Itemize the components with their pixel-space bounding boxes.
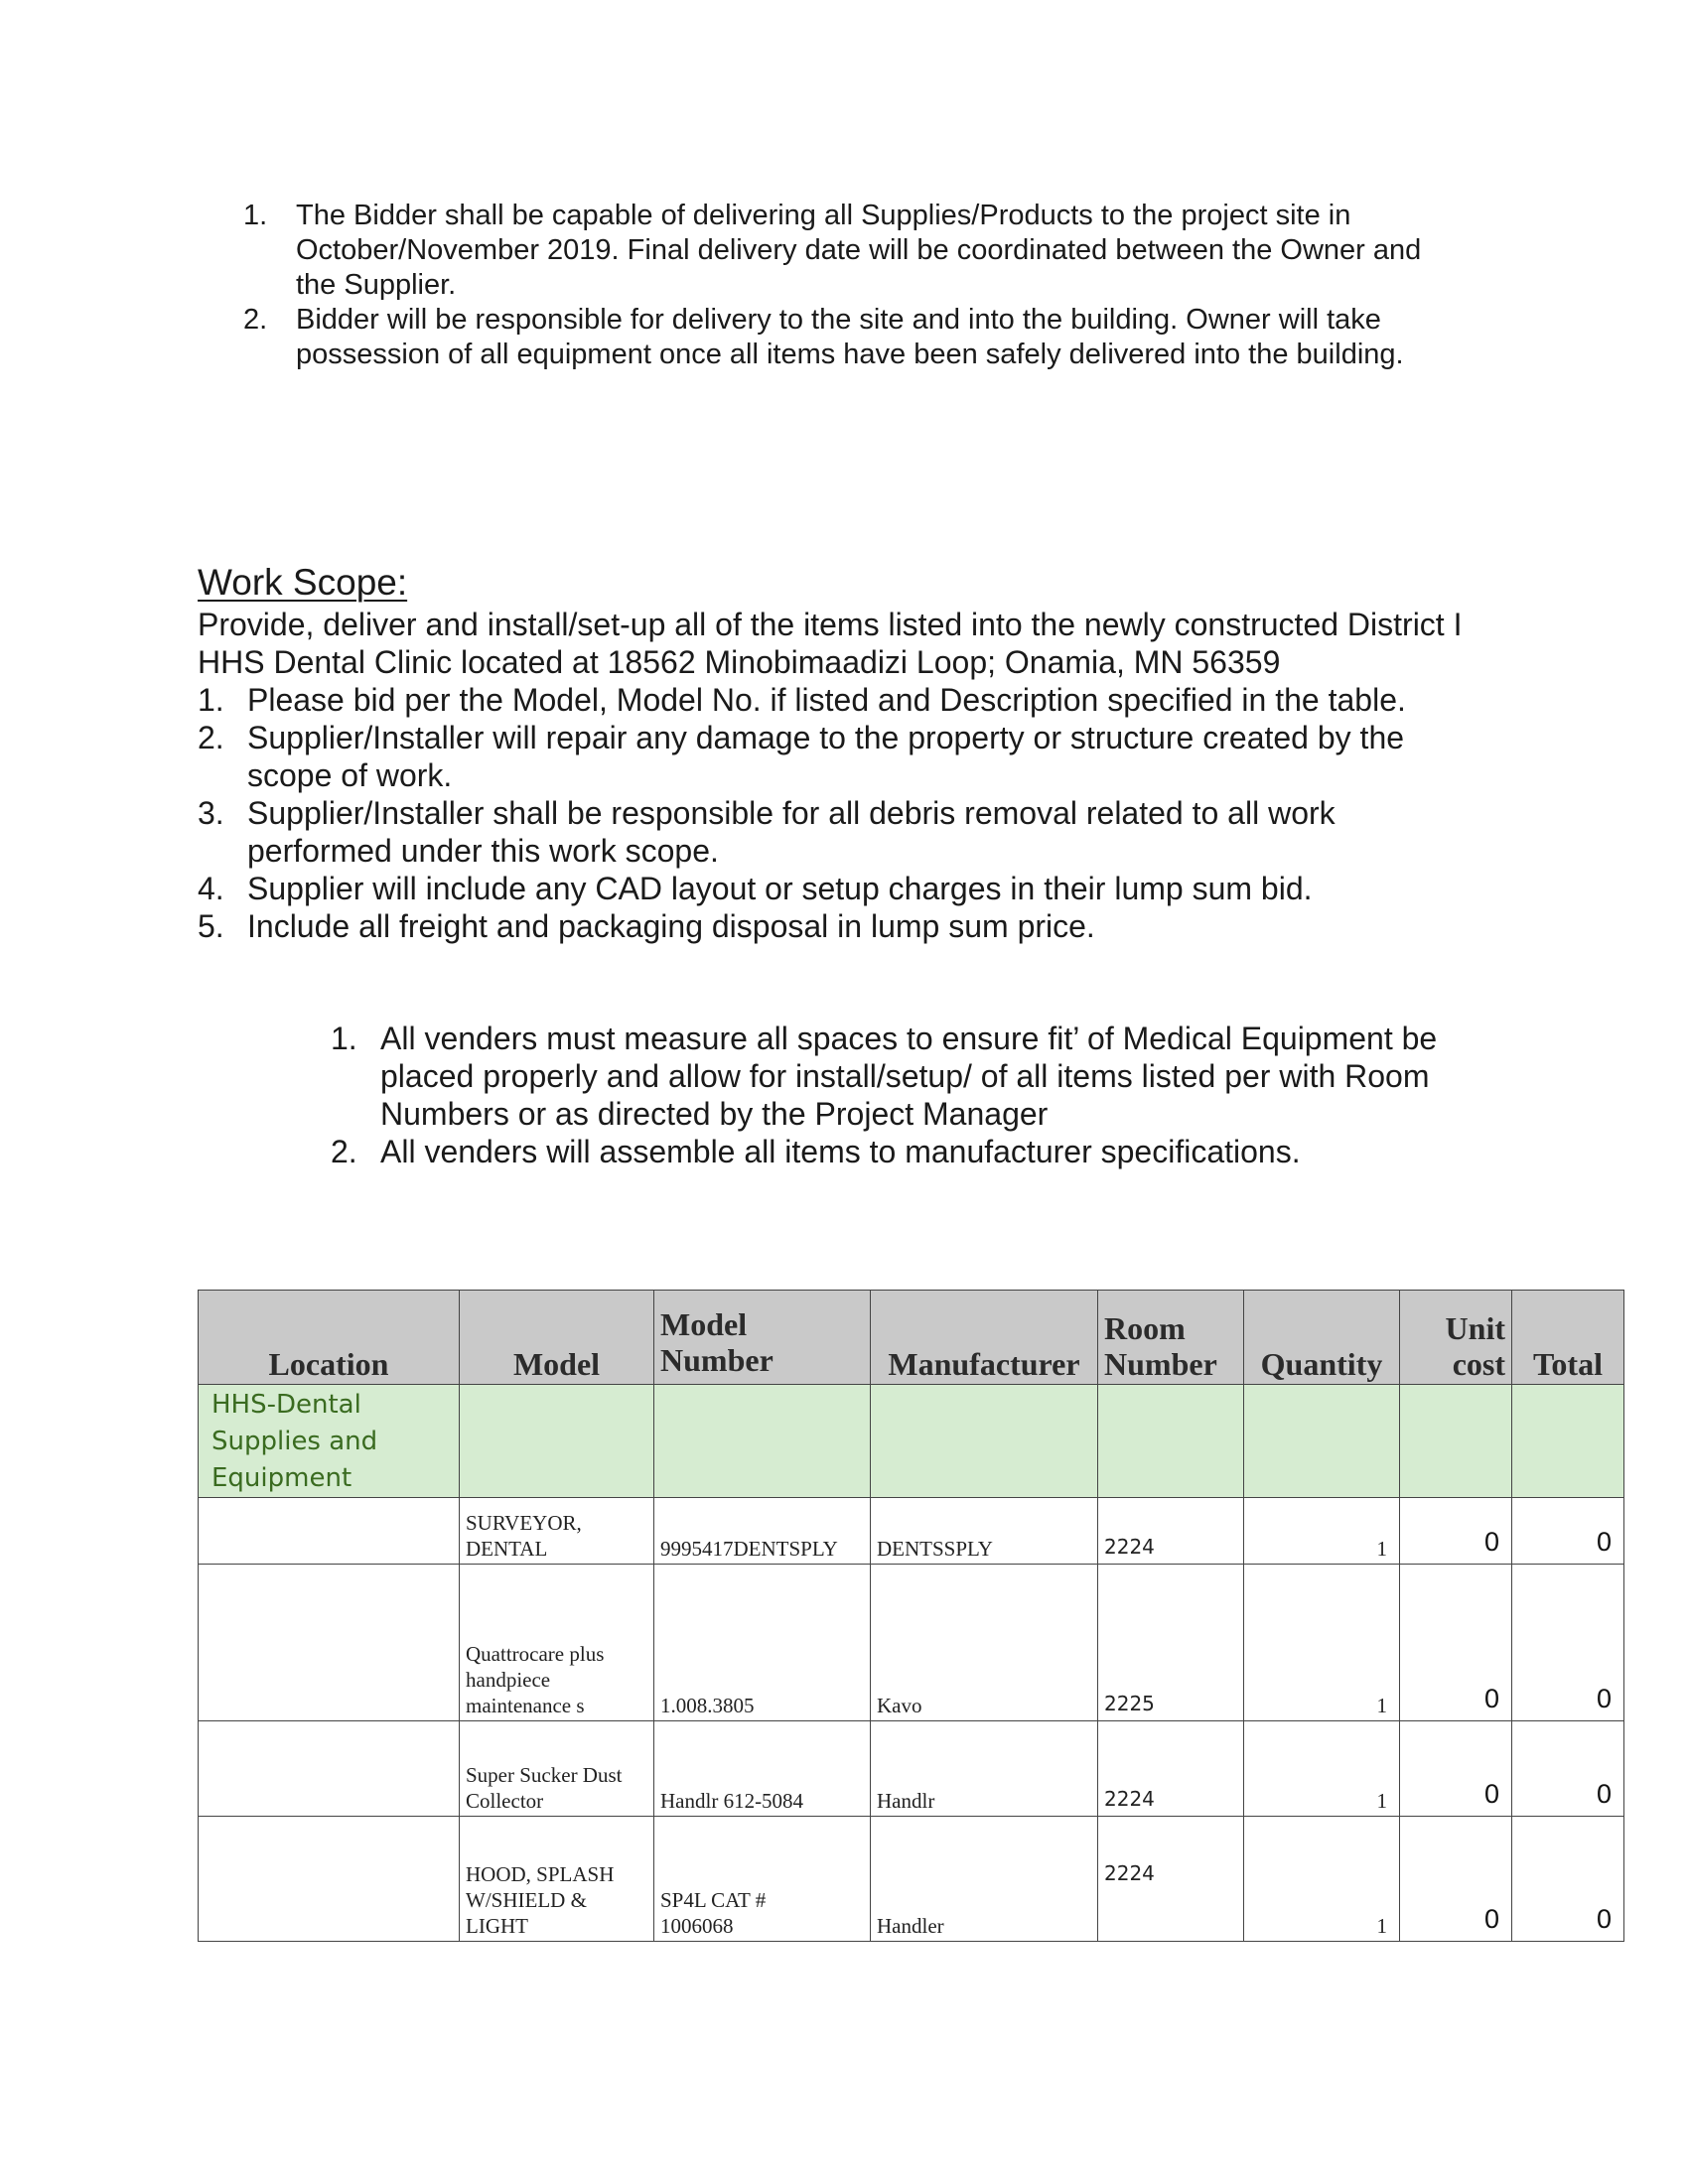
model-cell: [460, 1817, 654, 1942]
manufacturer-cell: Kavo: [871, 1565, 1098, 1721]
cell-line: LIGHT: [466, 1914, 528, 1938]
empty-cell: [1098, 1385, 1244, 1498]
cell-line: Handlr 612-5084: [660, 1789, 804, 1813]
model-cell: [460, 1565, 654, 1721]
column-header-model-number: [654, 1291, 871, 1385]
list-item: [331, 1020, 1482, 1133]
cell-line: handpiece: [466, 1668, 551, 1692]
total-cell: 0: [1512, 1565, 1624, 1721]
list-item: [243, 199, 1465, 303]
header-line: cost: [1452, 1346, 1505, 1382]
cell-line: 1.008.3805: [660, 1694, 755, 1717]
list-item: [198, 907, 1488, 945]
location-cell: [199, 1721, 460, 1817]
total-cell: 0: [1512, 1498, 1624, 1565]
quantity-cell: 1: [1244, 1565, 1400, 1721]
list-number: 4.: [198, 871, 224, 906]
manufacturer-cell: DENTSSPLY: [871, 1498, 1098, 1565]
location-cell: [199, 1565, 460, 1721]
list-number: 1.: [243, 200, 268, 231]
model-number-cell: [654, 1817, 871, 1942]
manufacturer-cell: Handlr: [871, 1721, 1098, 1817]
empty-cell: [1400, 1385, 1512, 1498]
list-text: Please bid per the Model, Model No. if listed and Description specified in the table.: [247, 682, 1406, 718]
list-text: Include all freight and packaging disposal in lump sum price.: [247, 908, 1095, 944]
cell-line: 1006068: [660, 1914, 734, 1938]
section-label: HHS-Dental Supplies and Equipment: [211, 1390, 378, 1493]
work-scope-list: [198, 681, 1488, 945]
model-cell: [460, 1498, 654, 1565]
column-header-quantity: Quantity: [1244, 1291, 1400, 1385]
cell-line: SURVEYOR,: [466, 1511, 582, 1535]
room-number-cell: 2224: [1098, 1721, 1244, 1817]
cell-line: 9995417DENTSPLY: [660, 1537, 838, 1561]
column-header-location: Location: [199, 1291, 460, 1385]
column-header-room-number: [1098, 1291, 1244, 1385]
list-item: [331, 1133, 1482, 1170]
total-cell: 0: [1512, 1817, 1624, 1942]
list-text: The Bidder shall be capable of delivering all Supplies/Products to the project site in October/November 2019. Final delivery date will be coordinated between the Owner and the Supplier.: [296, 200, 1422, 301]
list-number: 2.: [243, 304, 268, 336]
list-text: All venders must measure all spaces to ensure fit’ of Medical Equipment be placed properly and allow for install/setup/ of all items listed per with Room Numbers or as directed by the Project Manager: [380, 1021, 1438, 1132]
unit-cost-cell: 0: [1400, 1817, 1512, 1942]
location-cell: [199, 1498, 460, 1565]
model-number-cell: [654, 1721, 871, 1817]
list-text: Supplier/Installer shall be responsible for all debris removal related to all work performed under this work scope.: [247, 795, 1336, 869]
model-number-cell: [654, 1498, 871, 1565]
section-row: [199, 1385, 1624, 1498]
list-item: [198, 794, 1488, 870]
model-number-cell: [654, 1565, 871, 1721]
empty-cell: [871, 1385, 1098, 1498]
list-text: Supplier/Installer will repair any damage to the property or structure created by the scope of work.: [247, 720, 1405, 793]
list-number: 1.: [331, 1021, 357, 1056]
unit-cost-cell: 0: [1400, 1565, 1512, 1721]
cell-line: SP4L CAT #: [660, 1888, 767, 1912]
list-number: 3.: [198, 795, 224, 831]
cell-line: HOOD, SPLASH: [466, 1862, 615, 1886]
header-line: Unit: [1445, 1310, 1505, 1346]
cell-line: DENTAL: [466, 1537, 548, 1561]
unit-cost-cell: 0: [1400, 1721, 1512, 1817]
list-number: 2.: [198, 720, 224, 755]
table-header-row: [199, 1291, 1624, 1385]
header-line: Model: [660, 1306, 748, 1342]
list-text: Bidder will be responsible for delivery to the site and into the building. Owner will take possession of all equipment once all items have been safely delivered into the building.: [296, 304, 1404, 370]
column-header-manufacturer: Manufacturer: [871, 1291, 1098, 1385]
table-row: [199, 1817, 1624, 1942]
cell-line: Collector: [466, 1789, 544, 1813]
list-item: [198, 681, 1488, 719]
cell-line: maintenance s: [466, 1694, 585, 1717]
column-header-model: Model: [460, 1291, 654, 1385]
work-scope-intro: Provide, deliver and install/set-up all of the items listed into the newly constructed District I HHS Dental Clinic located at 18562 Minobimaadizi Loop; Onamia, MN 56359: [198, 607, 1463, 680]
work-scope-heading: Work Scope:: [198, 562, 408, 603]
list-item: [243, 303, 1465, 372]
unit-cost-cell: 0: [1400, 1498, 1512, 1565]
delivery-requirements-list: [243, 199, 1465, 372]
list-item: [198, 719, 1488, 794]
table-row: [199, 1721, 1624, 1817]
table-row: [199, 1565, 1624, 1721]
list-text: Supplier will include any CAD layout or setup charges in their lump sum bid.: [247, 871, 1313, 906]
header-line: Number: [1104, 1346, 1217, 1382]
empty-cell: [654, 1385, 871, 1498]
list-number: 5.: [198, 908, 224, 944]
list-number: 1.: [198, 682, 224, 718]
quantity-cell: 1: [1244, 1498, 1400, 1565]
total-cell: 0: [1512, 1721, 1624, 1817]
vendor-requirements-list: [331, 1020, 1482, 1170]
list-text: All venders will assemble all items to manufacturer specifications.: [380, 1134, 1301, 1169]
cell-line: W/SHIELD &: [466, 1888, 587, 1912]
column-header-unit-cost: [1400, 1291, 1512, 1385]
location-cell: [199, 1817, 460, 1942]
manufacturer-cell: Handler: [871, 1817, 1098, 1942]
equipment-table: [198, 1290, 1624, 1942]
quantity-cell: 1: [1244, 1721, 1400, 1817]
empty-cell: [460, 1385, 654, 1498]
cell-line: Super Sucker Dust: [466, 1763, 623, 1787]
room-number-cell: 2224: [1098, 1817, 1244, 1942]
empty-cell: [1512, 1385, 1624, 1498]
table-row: [199, 1498, 1624, 1565]
empty-cell: [1244, 1385, 1400, 1498]
cell-line: Quattrocare plus: [466, 1642, 605, 1666]
room-number-cell: 2224: [1098, 1498, 1244, 1565]
section-cell: [199, 1385, 460, 1498]
quantity-cell: 1: [1244, 1817, 1400, 1942]
list-item: [198, 870, 1488, 907]
model-cell: [460, 1721, 654, 1817]
room-number-cell: 2225: [1098, 1565, 1244, 1721]
column-header-total: Total: [1512, 1291, 1624, 1385]
header-line: Number: [660, 1342, 774, 1378]
header-line: Room: [1104, 1310, 1186, 1346]
list-number: 2.: [331, 1134, 357, 1169]
